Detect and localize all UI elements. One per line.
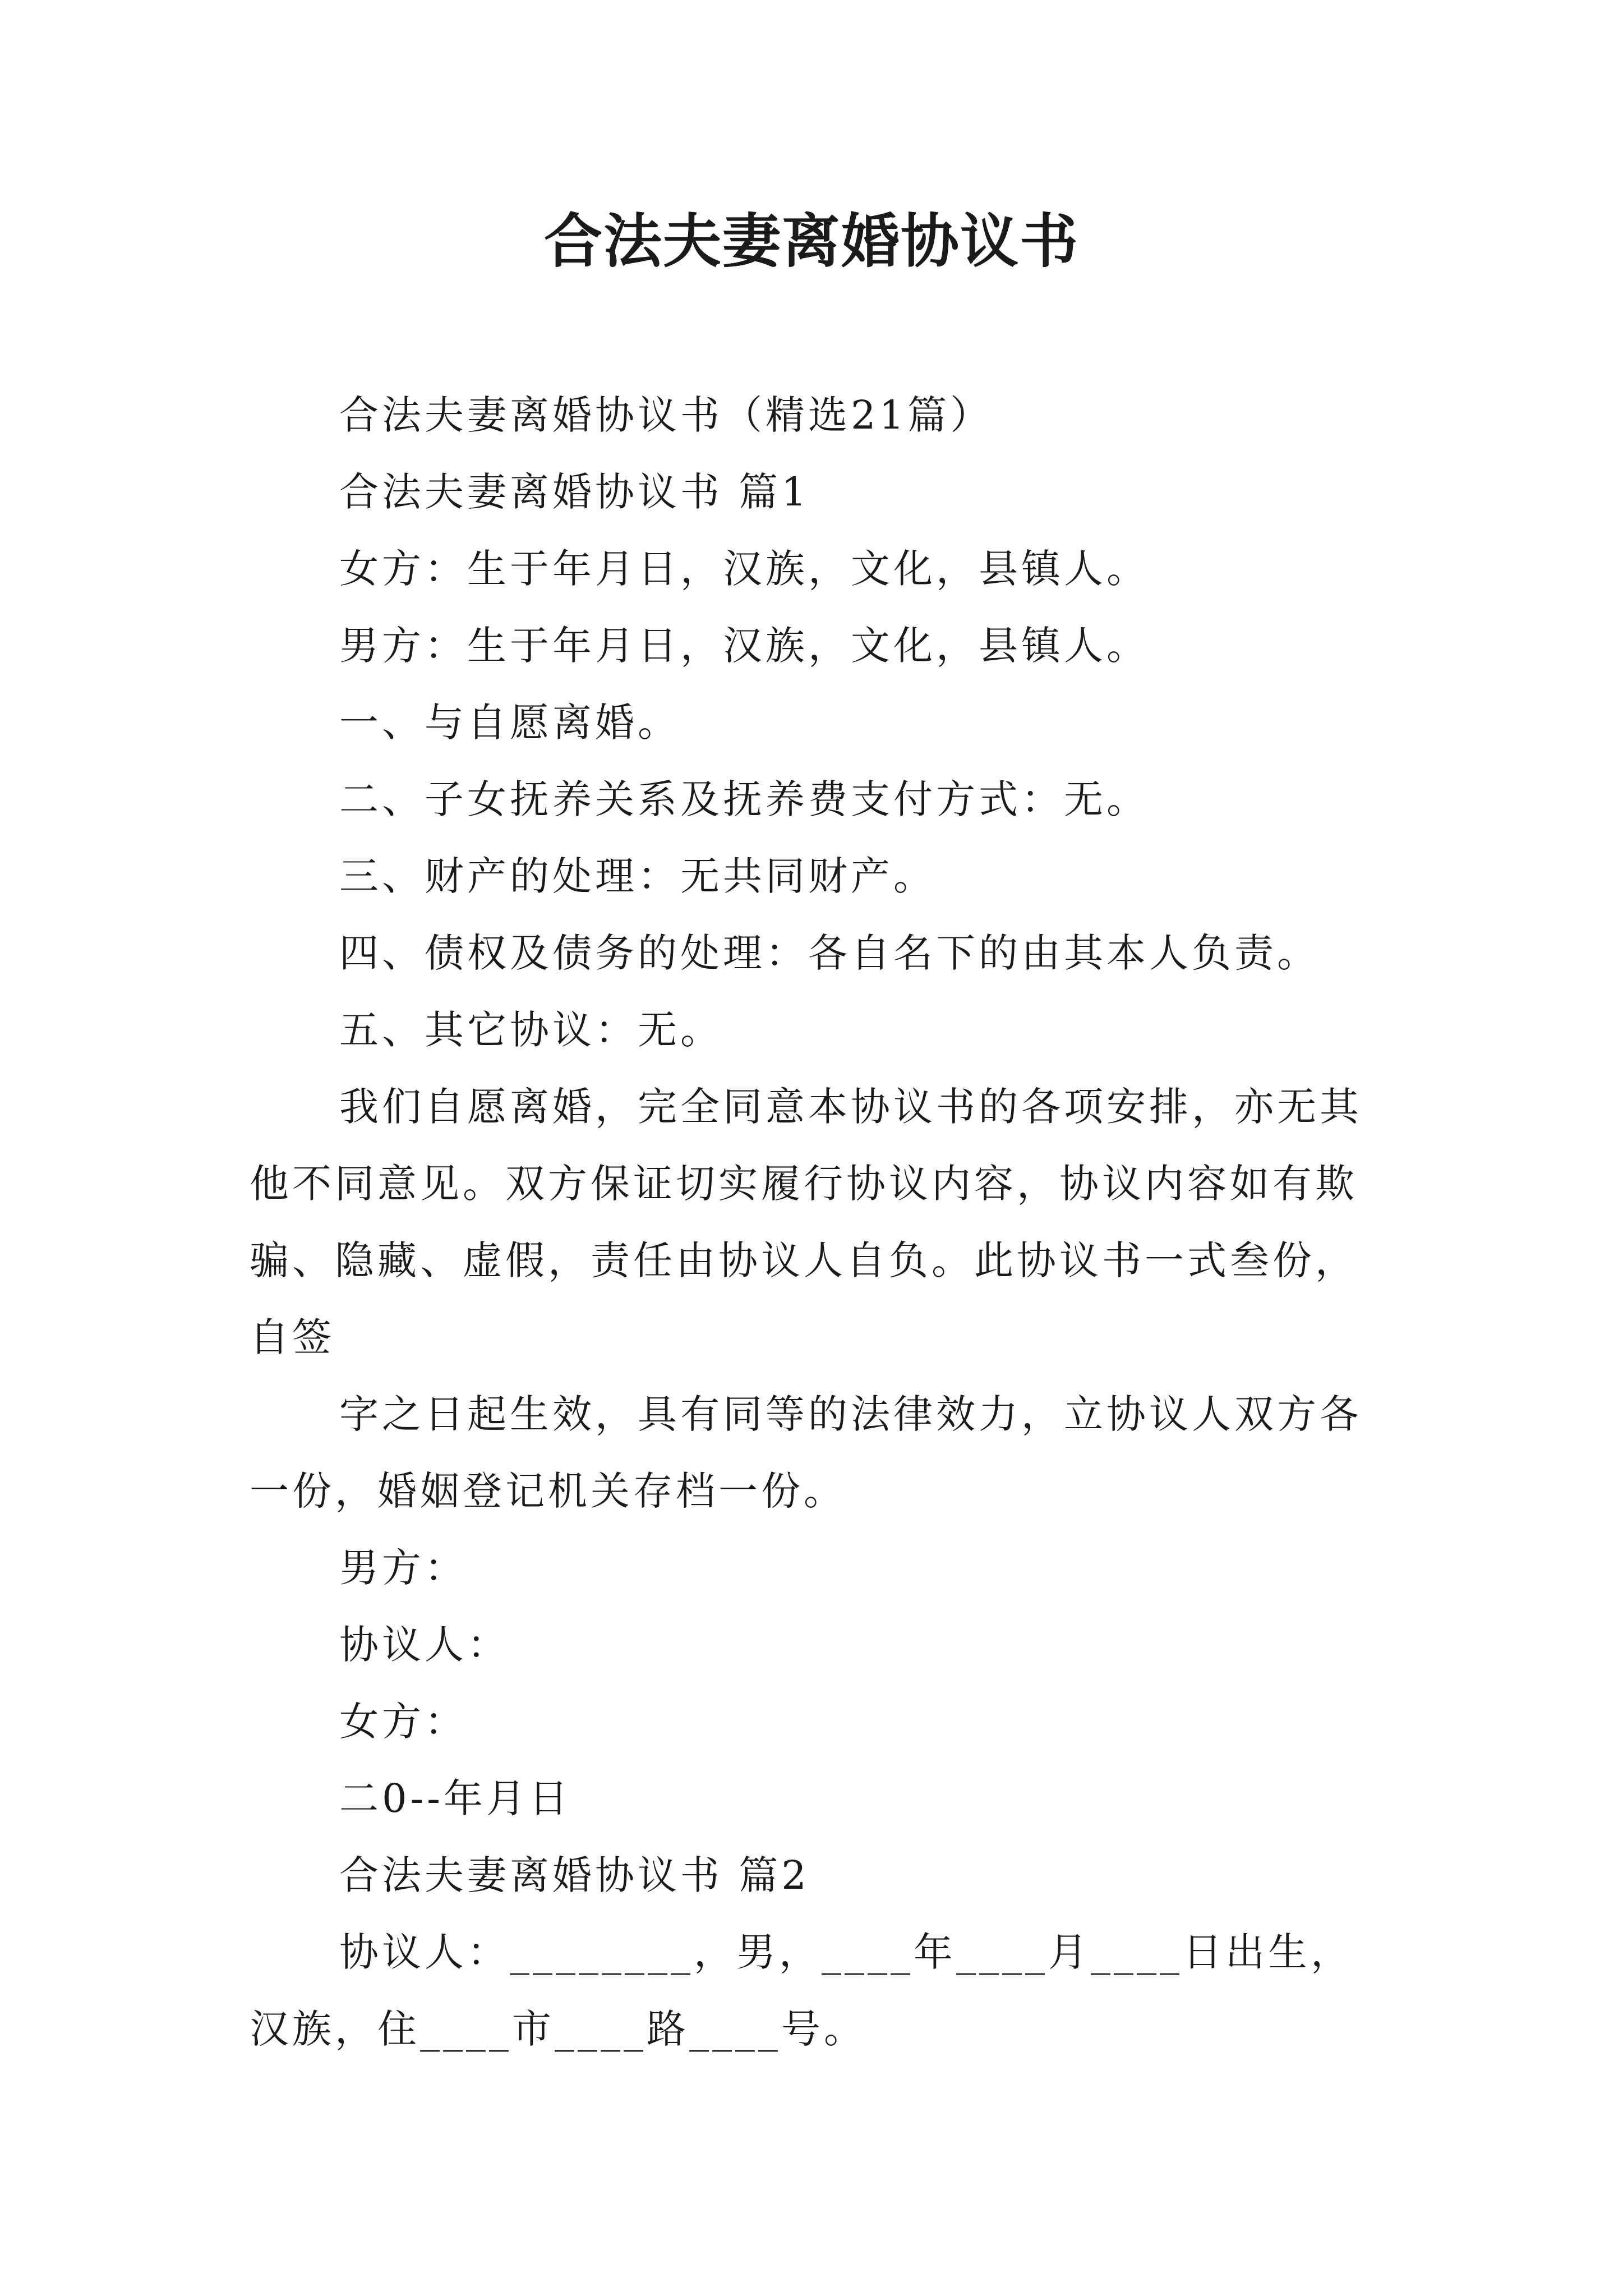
party-info-line: 协议人：________，男，____年____月____日出生，汉族，住____市____路____号。	[250, 1929, 1353, 2052]
section-heading-2: 合法夫妻离婚协议书 篇2	[339, 1852, 810, 1898]
female-party-line: 女方：生于年月日，汉族，文化，县镇人。	[339, 546, 1149, 592]
female-signature-label: 女方：	[339, 1699, 467, 1745]
clause-1: 一、与自愿离婚。	[339, 700, 680, 746]
doc-subtitle: 合法夫妻离婚协议书（精选21篇）	[339, 392, 993, 438]
party-signature-label: 协议人：	[339, 1622, 510, 1668]
document-body	[250, 377, 1382, 2068]
male-party-line: 男方：生于年月日，汉族，文化，县镇人。	[339, 623, 1149, 669]
clause-2: 二、子女抚养关系及抚养费支付方式：无。	[339, 776, 1149, 822]
agreement-effect: 字之日起生效，具有同等的法律效力，立协议人双方各一份，婚姻登记机关存档一份。	[250, 1391, 1362, 1514]
clause-3: 三、财产的处理：无共同财产。	[339, 853, 936, 899]
male-signature-label: 男方：	[339, 1545, 467, 1591]
agreement-statement: 我们自愿离婚，完全同意本协议书的各项安排，亦无其他不同意见。双方保证切实履行协议内容，协议内容如有欺骗、隐藏、虚假，责任由协议人自负。此协议书一式叁份，自签	[250, 1084, 1362, 1360]
date-line: 二0--年月日	[339, 1775, 571, 1821]
section-heading-1: 合法夫妻离婚协议书 篇1	[339, 469, 810, 515]
document-title: 合法夫妻离婚协议书	[543, 206, 1079, 275]
clause-4: 四、债权及债务的处理：各自名下的由其本人负责。	[339, 930, 1320, 976]
clause-5: 五、其它协议：无。	[339, 1007, 723, 1053]
